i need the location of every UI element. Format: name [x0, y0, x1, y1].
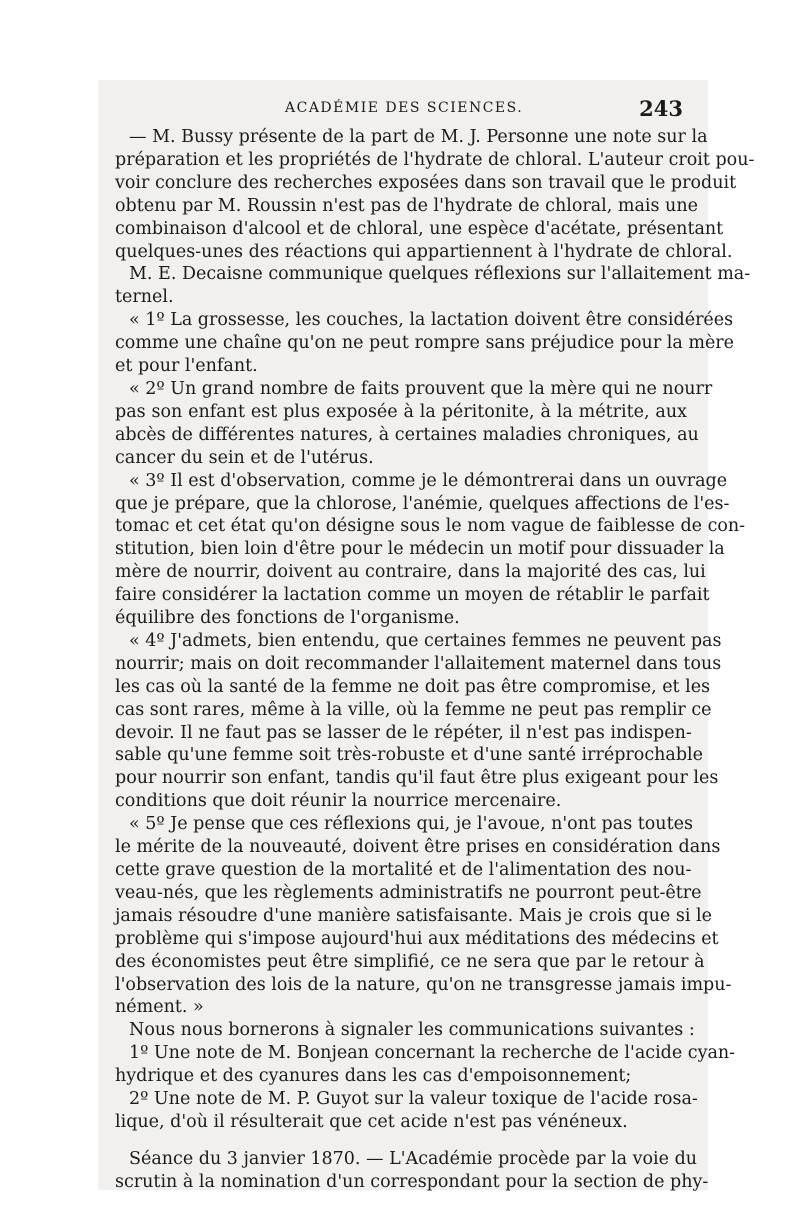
text-line: hydrique et des cyanures dans les cas d'empoisonnement;: [115, 1066, 632, 1087]
paragraph-seance: [115, 1148, 709, 1194]
text-line: cette grave question de la mortalité et de l'alimentation des nou-: [115, 860, 692, 880]
text-line: « 2º Un grand nombre de faits prouvent que la mère qui ne nourr: [129, 378, 713, 399]
body-text: [115, 126, 755, 1194]
paragraph-point-5: [115, 813, 732, 1019]
text-line: des économistes peut être simplifié, ce ne sera que par le retour à: [115, 951, 705, 972]
paragraph-point-2: [115, 378, 713, 470]
text-line: 1º Une note de M. Bonjean concernant la recherche de l'acide cyan-: [129, 1043, 736, 1064]
text-line: « 5º Je pense que ces réflexions qui, je l'avoue, n'ont pas toutes: [129, 814, 693, 835]
text-line: problème qui s'impose aujourd'hui aux méditations des médecins et: [115, 928, 719, 949]
running-title: ACADÉMIE DES SCIENCES.: [285, 100, 524, 116]
paragraph-gap: [115, 1134, 687, 1148]
paragraph-point-1: [115, 309, 735, 378]
text-line: quelques-unes des réactions qui appartiennent à l'hydrate de chloral.: [115, 241, 733, 262]
text-line: les cas où la santé de la femme ne doit pas être compromise, et les: [115, 676, 711, 697]
text-line: abcès de différentes natures, à certaines maladies chroniques, au: [115, 424, 699, 445]
text-line: M. E. Decaisne communique quelques réflexions sur l'allaitement ma-: [129, 264, 751, 285]
page-header: [115, 96, 685, 122]
text-line: l'observation des lois de la nature, qu'on ne transgresse jamais impu-: [115, 974, 732, 995]
text-line: Nous nous bornerons à signaler les communications suivantes :: [129, 1020, 695, 1041]
paragraph-comm-2: [115, 1088, 698, 1134]
text-line: jamais résoudre d'une manière satisfaisante. Mais je crois que si le: [115, 905, 712, 926]
text-line: pour nourrir son enfant, tandis qu'il faut être plus exigeant pour les: [115, 768, 719, 789]
text-line: pas son enfant est plus exposée à la péritonite, à la métrite, aux: [115, 401, 687, 422]
paragraph-decaisne: [115, 263, 751, 309]
page-number: 243: [639, 96, 683, 121]
text-line: « 3º Il est d'observation, comme je le démontrerai dans un ouvrage: [129, 470, 728, 491]
text-line: nourrir; mais on doit recommander l'allaitement maternel dans tous: [115, 653, 722, 674]
text-line: cancer du sein et de l'utérus.: [115, 447, 374, 468]
text-line: cas sont rares, même à la ville, où la femme ne peut pas remplir ce: [115, 699, 712, 720]
text-line: — M. Bussy présente de la part de M. J. Personne une note sur la: [129, 127, 708, 147]
text-line: équilibre des fonctions de l'organisme.: [115, 608, 460, 629]
text-line: ternel.: [115, 287, 174, 308]
text-line: comme une chaîne qu'on ne peut rompre sans préjudice pour la mère: [115, 333, 735, 354]
text-line: Séance du 3 janvier 1870. — L'Académie procède par la voie du: [129, 1148, 698, 1169]
text-line: mère de nourrir, doivent au contraire, dans la majorité des cas, lui: [115, 562, 706, 583]
text-line: lique, d'où il résulterait que cet acide n'est pas vénéneux.: [115, 1111, 628, 1132]
text-line: combinaison d'alcool et de chloral, une espèce d'acétate, présentant: [115, 218, 724, 239]
text-line: « 1º La grossesse, les couches, la lactation doivent être considérées: [129, 310, 734, 331]
text-line: devoir. Il ne faut pas se lasser de le répéter, il n'est pas indispen-: [115, 722, 692, 743]
text-line: obtenu par M. Roussin n'est pas de l'hydrate de chloral, mais une: [115, 195, 698, 216]
text-line: que je prépare, que la chlorose, l'anémie, quelques affections de l'es-: [115, 493, 730, 514]
text-line: et pour l'enfant.: [115, 356, 258, 377]
paragraph-bornerons: [115, 1019, 695, 1042]
text-line: conditions que doit réunir la nourrice mercenaire.: [115, 791, 562, 812]
text-line: 2º Une note de M. P. Guyot sur la valeur toxique de l'acide rosa-: [129, 1089, 698, 1110]
paragraph-point-4: [115, 630, 722, 813]
text-line: préparation et les propriétés de l'hydrate de chloral. L'auteur croit pou-: [115, 149, 755, 170]
text-line: tomac et cet état qu'on désigne sous le nom vague de faiblesse de con-: [115, 516, 746, 537]
text-line: faire considérer la lactation comme un moyen de rétablir le parfait: [115, 585, 710, 606]
paragraph-comm-1: [115, 1042, 736, 1088]
text-line: veau-nés, que les règlements administratifs ne pourront peut-être: [115, 882, 702, 903]
text-line: le mérite de la nouveauté, doivent être prises en considération dans: [115, 837, 721, 858]
text-line: stitution, bien loin d'être pour le médecin un motif pour dissuader la: [115, 539, 725, 560]
paragraph-bussy: [115, 126, 755, 263]
text-line: scrutin à la nomination d'un correspondant pour la section de phy-: [115, 1171, 709, 1192]
paragraph-point-3: [115, 470, 746, 630]
text-line: nément. »: [115, 997, 204, 1018]
text-line: voir conclure des recherches exposées dans son travail que le produit: [115, 172, 737, 193]
text-line: « 4º J'admets, bien entendu, que certaines femmes ne peuvent pas: [129, 630, 722, 651]
text-line: sable qu'une femme soit très-robuste et d'une santé irréprochable: [115, 745, 703, 766]
